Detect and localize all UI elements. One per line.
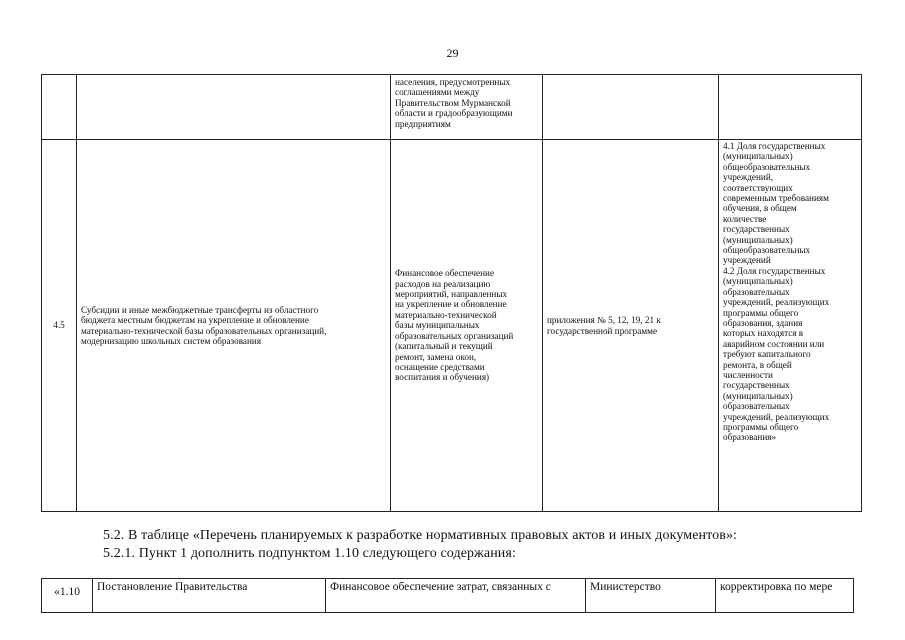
cell-title-empty bbox=[77, 75, 391, 140]
row-title-text: Субсидии и иные межбюджетные трансферты из областного бюджета местным бюджетам на укрепление и обновление материально-технической базы образовательных организаций, модернизацию школьных систем образования bbox=[81, 304, 327, 346]
normative-acts-table bbox=[41, 578, 854, 613]
cell-number bbox=[42, 140, 77, 512]
program-measures-table bbox=[41, 74, 862, 512]
paragraph-5-2-1: 5.2.1. Пункт 1 дополнить подпунктом 1.10 следующего содержания: bbox=[103, 546, 516, 561]
row-appendix-text: приложения № 5, 12, 19, 21 к государственной программе bbox=[547, 315, 661, 336]
row-indicators-text: 4.1 Доля государственных (муниципальных) общеобразовательных учреждений, соответствующих современным требованиям обучения, в общем количестве государственных (муниципальных) общеобразовательных учреждений 4.2 Доля государственных (муниципальных) образовательных учреждений, реализующих программы общего образования, здания которых находятся в аварийном состоянии или требуют капитального ремонта, в общей численности государственных (муниципальных) образовательных учреждений, реализующих программы общего образования» bbox=[723, 141, 830, 443]
cell-responsible: Министерство bbox=[586, 579, 716, 613]
page-number: 29 bbox=[446, 46, 459, 60]
paragraph-5-2: 5.2. В таблице «Перечень планируемых к разработке нормативных правовых актов и иных документов»: bbox=[103, 528, 738, 543]
row-number: 4.5 bbox=[53, 320, 65, 331]
cell-appendix-empty bbox=[543, 75, 719, 140]
cell-deadline: корректировка по мере bbox=[716, 579, 854, 613]
description-continued-text: населения, предусмотренных соглашениями между Правительством Мурманской области и градообразующими предприятиям bbox=[395, 77, 513, 129]
row-description-text: Финансовое обеспечение расходов на реализацию мероприятий, направленных на укрепление и обновление материально-технической базы муниципальных образовательных организаций (капитальный и текущий ремонт, замена окон, оснащение средствами воспитания и обучения) bbox=[395, 268, 514, 383]
table-row-4-5 bbox=[42, 140, 862, 512]
table-row-continued bbox=[42, 75, 862, 140]
cell-indicator-empty bbox=[719, 75, 862, 140]
table-row-1-10 bbox=[42, 579, 854, 613]
cell-act-type: Постановление Правительства bbox=[93, 579, 326, 613]
cell-act-subject: Финансовое обеспечение затрат, связанных с bbox=[326, 579, 586, 613]
cell-description bbox=[391, 140, 543, 512]
cell-item-number: «1.10 bbox=[42, 579, 93, 613]
cell-title bbox=[77, 140, 391, 512]
cell-number-empty bbox=[42, 75, 77, 140]
cell-indicators bbox=[719, 140, 862, 512]
cell-description-continued bbox=[391, 75, 543, 140]
cell-appendix bbox=[543, 140, 719, 512]
